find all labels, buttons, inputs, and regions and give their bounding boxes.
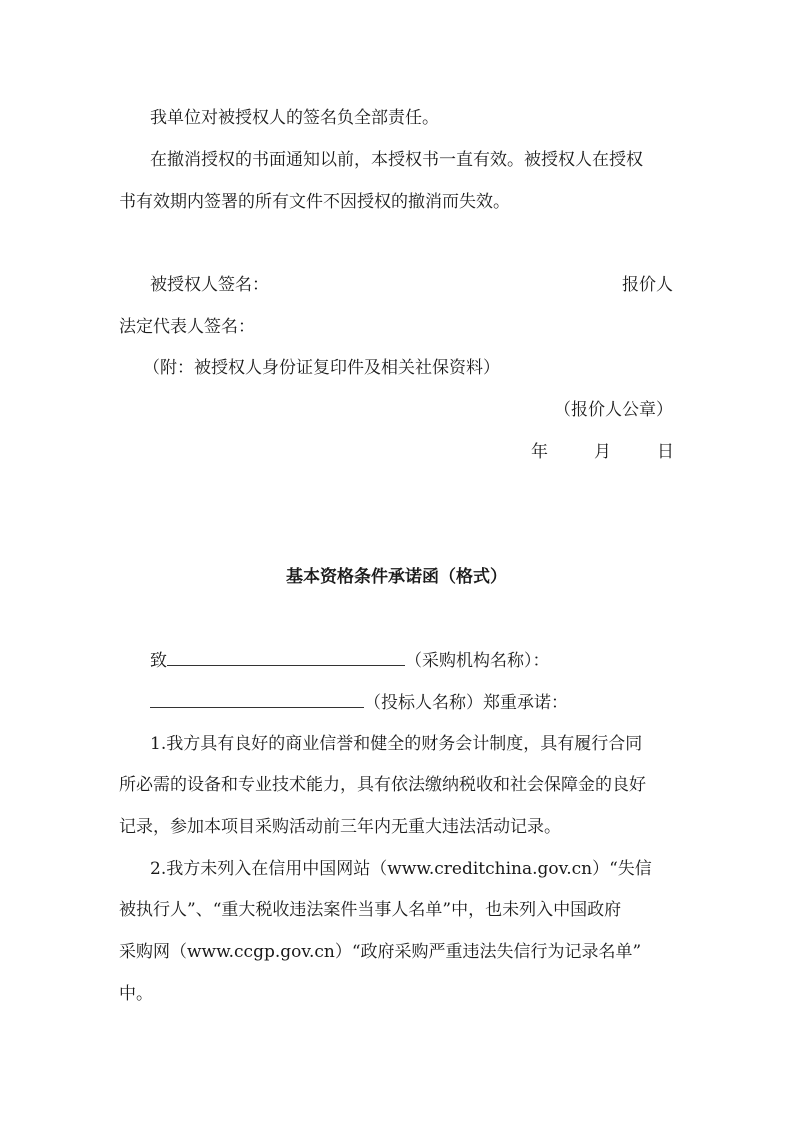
validity-paragraph-line-2: 书有效期内签署的所有文件不因授权的撤消而失效。 <box>119 192 510 212</box>
agency-name-blank[interactable] <box>167 648 405 666</box>
agent-signature-label: 被授权人签名： <box>150 275 269 295</box>
item1-line-3: 记录，参加本项目采购活动前三年内无重大违法活动记录。 <box>119 817 561 837</box>
addressee-suffix: （采购机构名称）： <box>405 651 550 671</box>
item2-line-3: 采购网（www.ccgp.gov.cn）“政府采购严重违法失信行为记录名单” <box>119 942 642 962</box>
date-month: 月 <box>594 442 611 462</box>
quoter-label: 报价人 <box>622 275 673 295</box>
date-year: 年 <box>531 442 548 462</box>
responsibility-sentence: 我单位对被授权人的签名负全部责任。 <box>150 108 439 128</box>
attachment-note: （附：被授权人身份证复印件及相关社保资料） <box>143 358 500 378</box>
item1-line-1: 1.我方具有良好的商业信誉和健全的财务会计制度，具有履行合同 <box>150 734 643 754</box>
legal-rep-signature-label: 法定代表人签名： <box>119 317 255 337</box>
item1-line-2: 所必需的设备和专业技术能力，具有依法缴纳税收和社会保障金的良好 <box>119 775 646 795</box>
bidder-suffix: （投标人名称）郑重承诺： <box>364 693 568 713</box>
date-day: 日 <box>657 442 674 462</box>
commitment-title: 基本资格条件承诺函（格式） <box>286 567 507 587</box>
item2-line-2: 被执行人”、“重大税收违法案件当事人名单”中，也未列入中国政府 <box>119 900 622 920</box>
addressee-line <box>150 648 550 673</box>
addressee-prefix: 致 <box>150 651 167 671</box>
seal-label: （报价人公章） <box>554 400 673 420</box>
bidder-line <box>150 690 568 715</box>
item2-line-1: 2.我方未列入在信用中国网站（www.creditchina.gov.cn）“失信 <box>150 859 652 879</box>
bidder-name-blank[interactable] <box>150 690 364 708</box>
item2-line-4: 中。 <box>119 984 153 1004</box>
validity-paragraph-line-1: 在撤消授权的书面通知以前，本授权书一直有效。被授权人在授权 <box>150 150 643 170</box>
